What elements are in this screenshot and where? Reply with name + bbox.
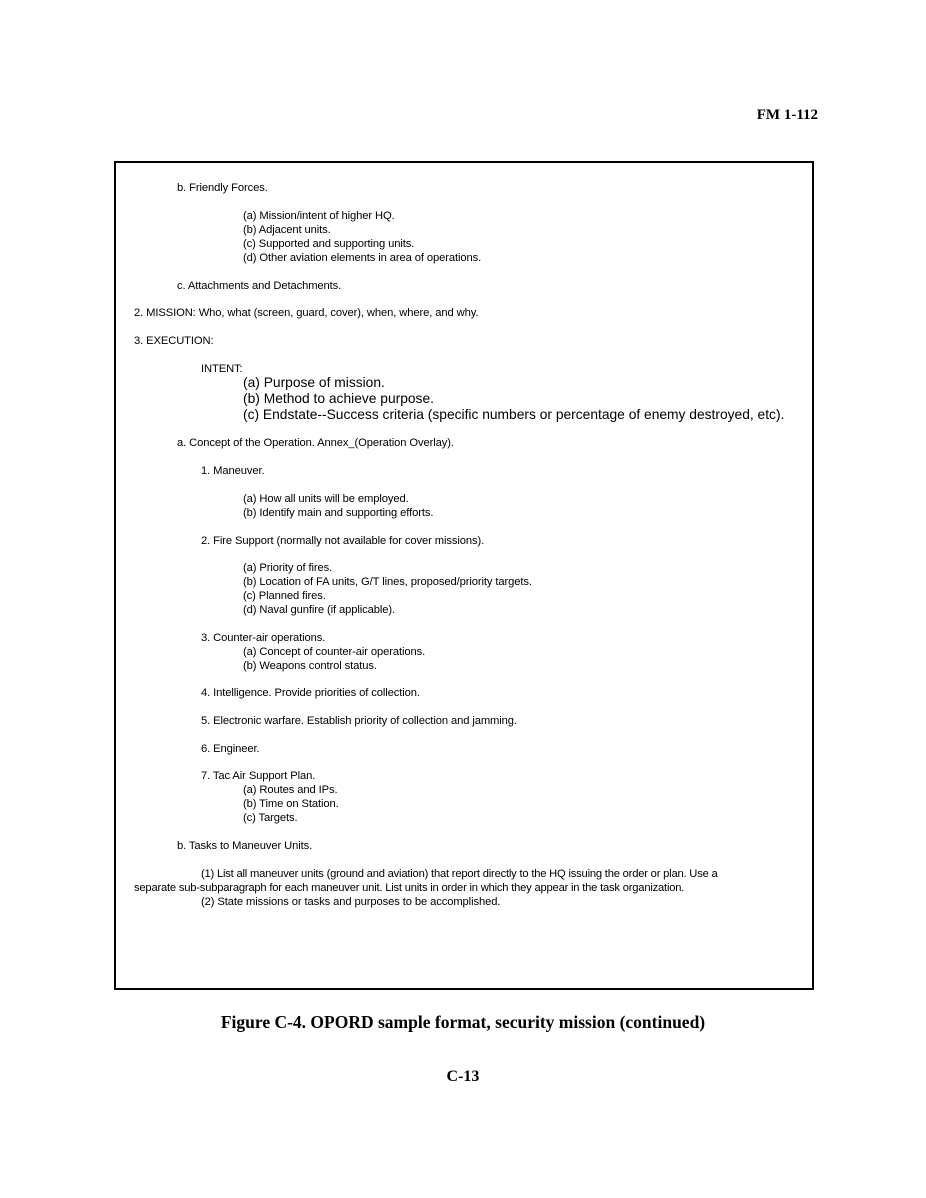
- tac-air-item: (c) Targets.: [243, 812, 298, 824]
- concept-heading: a. Concept of the Operation. Annex_(Operation Overlay).: [177, 437, 454, 449]
- friendly-forces-item: (d) Other aviation elements in area of operations.: [243, 252, 482, 264]
- tasks-paragraph-1-continued: separate sub-subparagraph for each maneuver unit. List units in order in which they appear in the task organization.: [134, 882, 685, 894]
- figure-caption: Figure C-4. OPORD sample format, security mission (continued): [220, 1012, 706, 1032]
- attachments-heading: c. Attachments and Detachments.: [177, 280, 342, 292]
- tasks-paragraph-1: (1) List all maneuver units (ground and aviation) that report directly to the HQ issuing the order or plan. Use a: [201, 868, 718, 880]
- tac-air-item: (a) Routes and IPs.: [243, 784, 338, 796]
- tasks-heading: b. Tasks to Maneuver Units.: [177, 840, 313, 852]
- fire-support-item: (a) Priority of fires.: [243, 562, 333, 574]
- document-id: FM 1-112: [756, 107, 818, 123]
- friendly-forces-item: (c) Supported and supporting units.: [243, 238, 415, 250]
- execution-heading: 3. EXECUTION:: [134, 335, 214, 347]
- intelligence-paragraph: 4. Intelligence. Provide priorities of collection.: [201, 687, 420, 699]
- maneuver-item: (b) Identify main and supporting efforts.: [243, 507, 434, 519]
- fire-support-heading: 2. Fire Support (normally not available for cover missions).: [201, 535, 485, 547]
- engineer-paragraph: 6. Engineer.: [201, 743, 260, 755]
- mission-paragraph: 2. MISSION: Who, what (screen, guard, cover), when, where, and why.: [134, 307, 479, 319]
- friendly-forces-heading: b. Friendly Forces.: [177, 182, 268, 194]
- intent-label: INTENT:: [201, 363, 243, 375]
- tac-air-heading: 7. Tac Air Support Plan.: [201, 770, 316, 782]
- electronic-warfare-paragraph: 5. Electronic warfare. Establish priority of collection and jamming.: [201, 715, 517, 727]
- intent-item: (b) Method to achieve purpose.: [243, 391, 434, 406]
- intent-item: (c) Endstate--Success criteria (specific numbers or percentage of enemy destroyed, etc).: [243, 407, 785, 422]
- counter-air-heading: 3. Counter-air operations.: [201, 632, 326, 644]
- tasks-paragraph-2: (2) State missions or tasks and purposes to be accomplished.: [201, 896, 501, 908]
- fire-support-item: (d) Naval gunfire (if applicable).: [243, 604, 396, 616]
- fire-support-item: (b) Location of FA units, G/T lines, proposed/priority targets.: [243, 576, 532, 588]
- fire-support-item: (c) Planned fires.: [243, 590, 326, 602]
- maneuver-heading: 1. Maneuver.: [201, 465, 265, 477]
- counter-air-item: (a) Concept of counter-air operations.: [243, 646, 426, 658]
- page-number: C-13: [446, 1068, 480, 1085]
- tac-air-item: (b) Time on Station.: [243, 798, 339, 810]
- friendly-forces-item: (a) Mission/intent of higher HQ.: [243, 210, 395, 222]
- intent-item: (a) Purpose of mission.: [243, 375, 385, 390]
- maneuver-item: (a) How all units will be employed.: [243, 493, 409, 505]
- counter-air-item: (b) Weapons control status.: [243, 660, 377, 672]
- friendly-forces-item: (b) Adjacent units.: [243, 224, 331, 236]
